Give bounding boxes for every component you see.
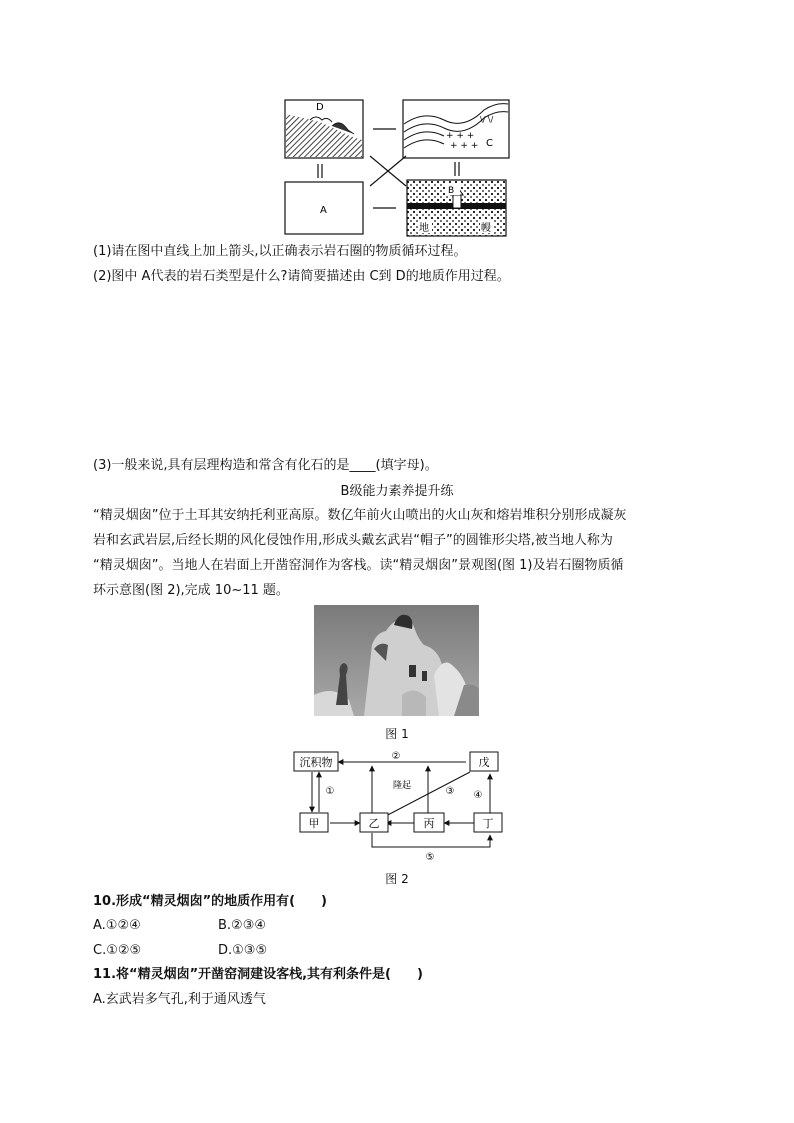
intro-line-4: 环示意图(图 2),完成 10~11 题。 <box>93 583 289 598</box>
intro-line-3: “精灵烟囱”。当地人在岩面上开凿窑洞作为客栈。读“精灵烟囱”景观图(图 1)及岩石圈物质循 <box>93 558 624 573</box>
question-1: (1)请在图中直线上加上箭头,以正确表示岩石圈的物质循环过程。 <box>93 244 467 259</box>
figure-1-caption: 图 1 <box>385 727 409 741</box>
question-3: (3)一般来说,具有层理构造和常含有化石的是____(填字母)。 <box>93 458 438 473</box>
node-sediment <box>294 752 338 771</box>
svg-text:甲: 甲 <box>308 817 320 830</box>
box-b-right-char: 幔 <box>481 223 491 234</box>
label-uplift: 隆起 <box>392 781 412 791</box>
node-bing <box>414 813 444 832</box>
question-2: (2)图中 A代表的岩石类型是什么?请简要描述由 C到 D的地质作用过程。 <box>93 269 510 284</box>
box-d <box>285 100 363 158</box>
label-3: ③ <box>445 786 455 797</box>
svg-text:\/ \/: \/ \/ <box>480 115 494 124</box>
node-yi <box>360 813 388 832</box>
svg-text:戊: 戊 <box>478 756 490 769</box>
question-10-stem: 10.形成“精灵烟囱”的地质作用有( ) <box>93 894 328 909</box>
section-b-heading: B级能力素养提升练 <box>340 484 454 499</box>
box-a <box>285 182 363 234</box>
figure-2-caption: 图 2 <box>385 872 409 886</box>
label-2: ② <box>391 751 401 762</box>
svg-text:乙: 乙 <box>368 817 380 830</box>
box-b-label: B <box>448 186 455 196</box>
label-4: ④ <box>473 790 483 801</box>
intro-line-1: “精灵烟囱”位于土耳其安纳托利亚高原。数亿年前火山喷出的火山灰和熔岩堆积分别形成凝灰 <box>93 508 627 523</box>
box-b <box>407 180 506 236</box>
section-b-intro <box>93 503 703 603</box>
svg-text:丙: 丙 <box>423 817 435 830</box>
question-11-stem: 11.将“精灵烟囱”开凿窑洞建设客栈,其有利条件是( ) <box>93 967 423 982</box>
svg-text:+ + +: + + + <box>446 131 475 141</box>
box-c <box>403 100 509 158</box>
svg-text:丁: 丁 <box>482 817 494 830</box>
rock-cycle-diagram <box>286 748 508 864</box>
node-ding <box>474 813 502 832</box>
label-1: ① <box>325 786 335 797</box>
label-5: ⑤ <box>425 852 435 863</box>
q10-option-b: B.②③④ <box>218 918 267 933</box>
q10-option-d: D.①③⑤ <box>218 943 268 958</box>
rock-cycle-figure <box>280 96 516 240</box>
q10-option-c: C.①②⑤ <box>93 943 142 958</box>
svg-text:+ + +: + + + <box>450 141 479 151</box>
node-jia <box>300 813 328 832</box>
box-c-label: C <box>486 138 493 149</box>
q10-option-a: A.①②④ <box>93 918 141 933</box>
box-b-left-char: 地 <box>419 223 429 234</box>
fairy-chimney-photo <box>314 605 479 716</box>
node-wu <box>470 752 498 771</box>
box-a-label: A <box>320 205 327 216</box>
intro-line-2: 岩和玄武岩层,后经长期的风化侵蚀作用,形成头戴玄武岩“帽子”的圆锥形尖塔,被当地人称为 <box>93 533 613 548</box>
q11-option-a: A.玄武岩多气孔,利于通风透气 <box>93 992 266 1007</box>
svg-text:沉积物: 沉积物 <box>299 756 333 769</box>
box-d-label: D <box>316 102 324 113</box>
